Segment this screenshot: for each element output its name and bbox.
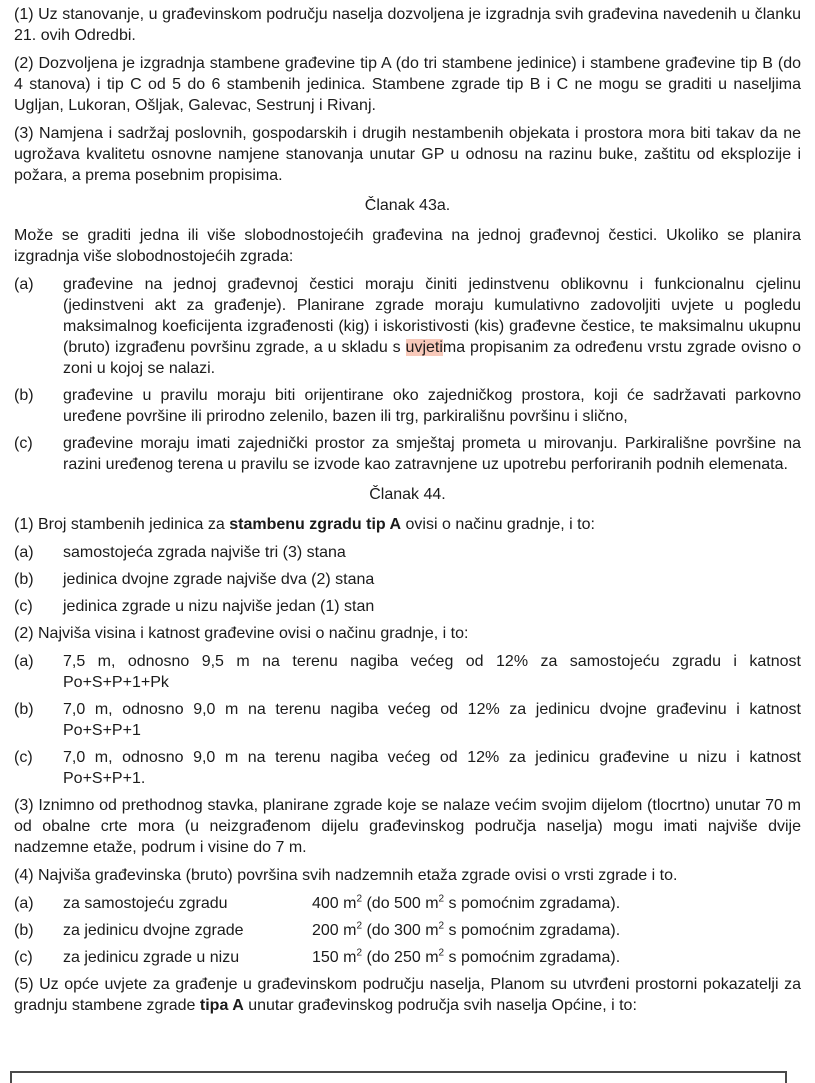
list-marker: (a) (14, 276, 34, 293)
text-segment: (do 500 m (362, 895, 439, 912)
kv-label: za samostojeću zgradu (63, 895, 228, 912)
table-top-border (10, 1071, 787, 1083)
kv-row (14, 920, 801, 941)
kv-value (312, 947, 801, 968)
list-marker: (a) (14, 895, 34, 912)
text-segment: ma propisanim za određenu vrstu zgrade ovisno o zoni u kojoj se nalazi. (63, 339, 801, 377)
list-marker: (b) (14, 701, 34, 718)
list-item (14, 385, 801, 427)
article-heading (14, 484, 801, 505)
bold-text: tipa A (199, 997, 244, 1014)
list-item (14, 433, 801, 475)
text-segment: 7,5 m, odnosno 9,5 m na terenu nagiba većeg od 12% za samostojeću zgradu i katnost (63, 653, 801, 670)
list-item (14, 274, 801, 379)
text-segment: 7,0 m, odnosno 9,0 m na terenu nagiba većeg od 12% za jedinicu građevine u nizu i katnost (63, 749, 801, 766)
text-segment: (3) Iznimno od prethodnog stavka, planirane zgrade koje se nalaze većim svojim dijelom (tlocrtno) unutar 70 m od obalne crte mora (u neizgrađenom dijelu građevinskog područja naselja) mogu imati najviše dvije nadzemne etaže, podrum i visine do 7 m. (14, 797, 801, 856)
article-heading (14, 195, 801, 216)
text-segment: (5) Uz opće uvjete za građenje u građevinskom području naselja, Planom su utvrđeni prostorni pokazatelji za gradnju stambene zgrade (14, 976, 801, 1014)
text-segment: 150 m (312, 949, 357, 966)
text-segment: ovisi o načinu gradnje, i to: (401, 516, 595, 533)
list-text (63, 385, 801, 427)
text-segment: (1) Uz stanovanje, u građevinskom području naselja dozvoljena je izgradnja svih građevina navedenih u članku 21. ovih Odredbi. (14, 6, 801, 44)
paragraph (14, 225, 801, 267)
text-segment: građevine moraju imati zajednički prostor za smještaj prometa u mirovanju. Parkirališne površine na razini uređenog terena u pravilu se izvode kao zatravnjene uz upotrebu perforiranih podnih elemenata. (63, 435, 801, 473)
list-item (14, 699, 801, 741)
text-segment: (do 300 m (362, 922, 439, 939)
list-text (63, 747, 801, 789)
paragraph (14, 795, 801, 858)
document-body (14, 4, 801, 1016)
paragraph (14, 53, 801, 116)
text-segment: (1) Broj stambenih jedinica za (14, 516, 230, 533)
list-item (14, 569, 801, 590)
kv-label: za jedinicu zgrade u nizu (63, 949, 240, 966)
superscript: 2 (438, 893, 445, 905)
text-segment: s pomoćnim zgradama). (444, 949, 621, 966)
text-segment: s pomoćnim zgradama). (444, 922, 621, 939)
list-marker: (b) (14, 571, 34, 588)
text-segment: Članak 44. (369, 486, 446, 503)
superscript: 2 (438, 920, 445, 932)
text-segment: 400 m (312, 895, 357, 912)
text-segment: jedinica dvojne zgrade najviše dva (2) stana (63, 571, 375, 588)
text-segment: Članak 43a. (364, 197, 451, 214)
superscript: 2 (438, 947, 445, 959)
list-text (63, 433, 801, 475)
text-segment: (2) Najviša visina i katnost građevine ovisi o načinu gradnje, i to: (14, 625, 469, 642)
text-segment: samostojeća zgrada najviše tri (3) stana (63, 544, 346, 561)
kv-value (312, 920, 801, 941)
list-text (63, 699, 801, 741)
text-segment: (3) Namjena i sadržaj poslovnih, gospodarskih i drugih nestambenih objekata i prostora mora biti takav da ne ugrožava kvalitetu osnovne namjene stanovanja unutar GP u odnosu na razinu buke, zaštitu od eksplozije i požara, a prema posebnim propisima. (14, 125, 801, 184)
list-item (14, 747, 801, 789)
superscript: 2 (356, 920, 363, 932)
text-segment: unutar građevinskog područja svih naselja Općine, i to: (243, 997, 637, 1014)
list-marker: (a) (14, 544, 34, 561)
list-item (14, 596, 801, 617)
superscript: 2 (356, 893, 363, 905)
kv-row (14, 947, 801, 968)
list-marker: (a) (14, 653, 34, 670)
kv-value (312, 893, 801, 914)
list-marker: (c) (14, 749, 33, 766)
bold-text: stambenu zgradu tip A (229, 516, 402, 533)
kv-label: za jedinicu dvojne zgrade (63, 922, 244, 939)
text-segment: (4) Najviša građevinska (bruto) površina svih nadzemnih etaža zgrade ovisi o vrsti zgrade i to. (14, 867, 678, 884)
text-segment: građevine na jednoj građevnoj čestici moraju činiti jedinstvenu oblikovnu i funkcionalnu cjelinu (jedinstveni akt za građenje). Planirane zgrade moraju kumulativno zadovoljiti uvjete u pogledu maksimalnog koeficijenta izgrađenosti (kig) i iskoristivosti (kis) građevne čestice, te maksimalnu ukupnu (bruto) izgrađenu površinu zgrade, a u skladu s (63, 276, 801, 356)
paragraph (14, 514, 801, 535)
text-segment: (2) Dozvoljena je izgradnja stambene građevine tip A (do tri stambene jedinice) i stambene građevine tip B (do 4 stanova) i tip C od 5 do 6 stambenih jedinica. Stambene zgrade tip B i C ne mogu se graditi u naseljima Ugljan, Lukoran, Ošljak, Galevac, Sestrunj i Rivanj. (14, 55, 801, 114)
list-text (63, 596, 801, 617)
list-text (63, 274, 801, 379)
list-text (63, 651, 801, 693)
paragraph (14, 974, 801, 1016)
text-segment: jedinica zgrade u nizu najviše jedan (1) stan (63, 598, 375, 615)
text-segment: s pomoćnim zgradama). (444, 895, 621, 912)
text-segment: (do 250 m (362, 949, 439, 966)
list-marker: (c) (14, 435, 33, 452)
paragraph (14, 123, 801, 186)
list-marker: (b) (14, 922, 34, 939)
list-item (14, 542, 801, 563)
text-segment: Po+S+P+1+Pk (63, 674, 169, 691)
list-marker: (c) (14, 949, 33, 966)
list-marker: (c) (14, 598, 33, 615)
list-marker: (b) (14, 387, 34, 404)
text-segment: Po+S+P+1. (63, 770, 146, 787)
text-segment: Po+S+P+1 (63, 722, 141, 739)
list-text (63, 542, 801, 563)
paragraph (14, 865, 801, 886)
superscript: 2 (356, 947, 363, 959)
highlighted-text: uvjeti (405, 339, 443, 356)
list-item (14, 651, 801, 693)
kv-row (14, 893, 801, 914)
list-text (63, 569, 801, 590)
paragraph (14, 623, 801, 644)
text-segment: građevine u pravilu moraju biti orijentirane oko zajedničkog prostora, koji će sadržavati parkovno uređene površine ili prirodno zelenilo, bazen ili trg, parkirališnu površinu i slično, (63, 387, 801, 425)
text-segment: Može se graditi jedna ili više slobodnostojećih građevina na jednoj građevnoj čestici. Ukoliko se planira izgradnja više slobodnostojećih zgrada: (14, 227, 801, 265)
text-segment: 200 m (312, 922, 357, 939)
text-segment: 7,0 m, odnosno 9,0 m na terenu nagiba većeg od 12% za jedinicu dvojne građevinu i katnost (63, 701, 801, 718)
paragraph (14, 4, 801, 46)
